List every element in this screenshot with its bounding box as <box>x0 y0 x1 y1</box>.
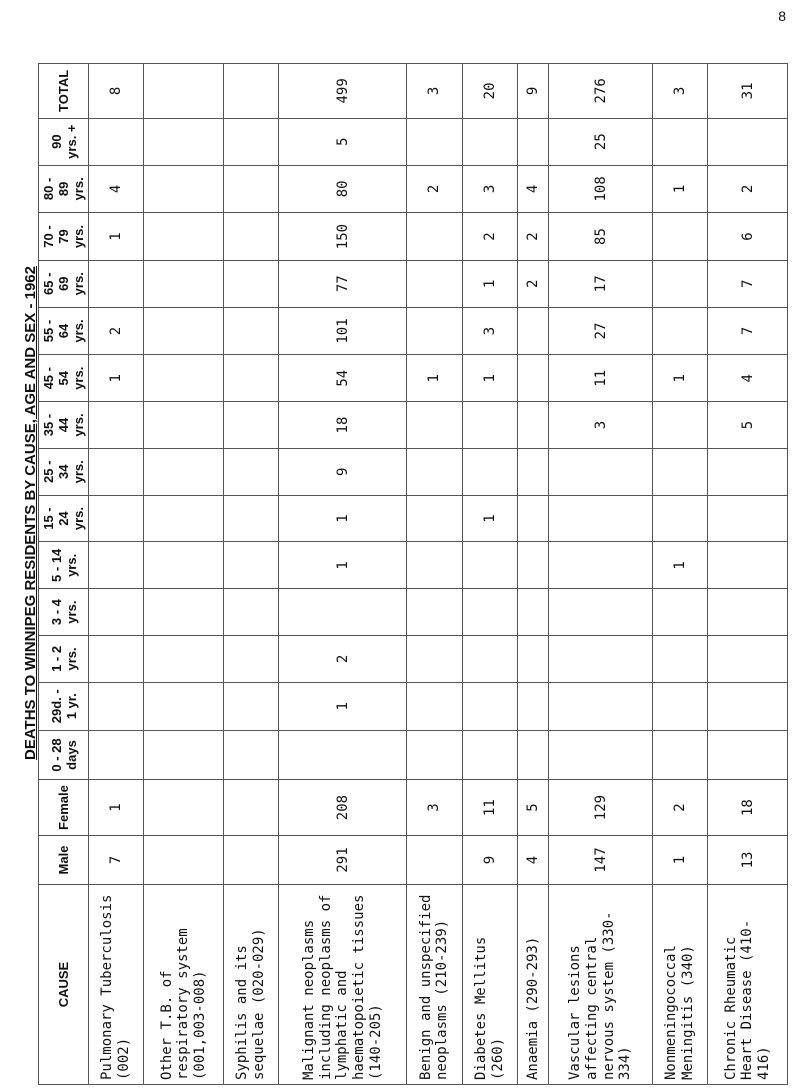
count-cell <box>223 682 278 730</box>
count-cell <box>144 355 224 402</box>
count-cell <box>652 118 707 165</box>
count-cell <box>407 495 462 542</box>
count-cell <box>652 495 707 542</box>
count-cell <box>407 402 462 449</box>
count-cell: 2 <box>462 213 517 261</box>
count-cell <box>462 542 517 589</box>
table-row <box>223 64 278 1085</box>
header-cell: 80 - 89 yrs. <box>39 165 89 213</box>
count-cell <box>518 402 549 449</box>
cause-cell: Benign and unspecified neoplasms (210-239) <box>407 885 462 1085</box>
count-cell <box>89 730 144 779</box>
count-cell <box>223 64 278 119</box>
header-cell: 15 - 24 yrs. <box>39 495 89 542</box>
count-cell <box>223 260 278 307</box>
count-cell: 80 <box>279 165 407 213</box>
count-cell: 31 <box>708 64 788 119</box>
count-cell: 129 <box>549 780 653 836</box>
count-cell: 3 <box>652 64 707 119</box>
count-cell <box>89 260 144 307</box>
count-cell: 18 <box>279 402 407 449</box>
count-cell <box>223 402 278 449</box>
cause-cell: Other T.B. of respiratory system (001,003-008) <box>144 885 224 1085</box>
count-cell <box>652 682 707 730</box>
header-cell: TOTAL <box>39 64 89 119</box>
count-cell <box>652 589 707 636</box>
count-cell <box>89 542 144 589</box>
count-cell <box>144 780 224 836</box>
count-cell <box>144 118 224 165</box>
count-cell <box>518 355 549 402</box>
count-cell: 9 <box>279 448 407 495</box>
table-row <box>407 64 462 1085</box>
count-cell: 3 <box>407 780 462 836</box>
count-cell <box>708 730 788 779</box>
count-cell: 17 <box>549 260 653 307</box>
count-cell: 18 <box>708 780 788 836</box>
rotated-table-container <box>38 63 788 1085</box>
count-cell <box>223 165 278 213</box>
count-cell: 2 <box>652 780 707 836</box>
cause-cell: Diabetes Mellitus (260) <box>462 885 517 1085</box>
count-cell: 25 <box>549 118 653 165</box>
count-cell <box>223 835 278 884</box>
header-row <box>39 64 89 1085</box>
count-cell: 9 <box>462 835 517 884</box>
table-row <box>652 64 707 1085</box>
count-cell: 4 <box>518 835 549 884</box>
count-cell <box>407 260 462 307</box>
count-cell <box>223 730 278 779</box>
cause-cell: Nonmeningococcal Meningitis (340) <box>652 885 707 1085</box>
page-number: 8 <box>778 8 786 24</box>
count-cell: 2 <box>407 165 462 213</box>
count-cell: 1 <box>89 780 144 836</box>
count-cell: 1 <box>652 165 707 213</box>
count-cell <box>549 636 653 683</box>
count-cell: 5 <box>708 402 788 449</box>
count-cell: 4 <box>89 165 144 213</box>
table-row <box>549 64 653 1085</box>
count-cell <box>708 682 788 730</box>
count-cell <box>462 682 517 730</box>
count-cell: 7 <box>708 260 788 307</box>
count-cell: 4 <box>518 165 549 213</box>
count-cell <box>518 118 549 165</box>
header-cell: 35 - 44 yrs. <box>39 402 89 449</box>
count-cell: 1 <box>652 355 707 402</box>
count-cell <box>652 402 707 449</box>
count-cell <box>518 682 549 730</box>
count-cell <box>144 589 224 636</box>
count-cell <box>407 589 462 636</box>
count-cell: 11 <box>462 780 517 836</box>
count-cell <box>144 835 224 884</box>
table-body <box>89 64 788 1085</box>
count-cell: 2 <box>708 165 788 213</box>
count-cell <box>223 448 278 495</box>
count-cell: 1 <box>407 355 462 402</box>
count-cell: 7 <box>708 307 788 355</box>
count-cell <box>708 589 788 636</box>
header-cell: 45 - 54 yrs. <box>39 355 89 402</box>
header-cell: 3 - 4 yrs. <box>39 589 89 636</box>
count-cell: 499 <box>279 64 407 119</box>
count-cell <box>462 636 517 683</box>
header-cell: 5 - 14 yrs. <box>39 542 89 589</box>
table-row <box>279 64 407 1085</box>
count-cell <box>652 307 707 355</box>
count-cell <box>144 260 224 307</box>
header-cell: 55 - 64 yrs. <box>39 307 89 355</box>
header-cell: Female <box>39 780 89 836</box>
count-cell <box>223 307 278 355</box>
count-cell <box>279 589 407 636</box>
header-cell: CAUSE <box>39 885 89 1085</box>
count-cell <box>407 636 462 683</box>
count-cell <box>89 589 144 636</box>
count-cell <box>518 307 549 355</box>
count-cell <box>223 495 278 542</box>
table-row <box>462 64 517 1085</box>
count-cell <box>144 213 224 261</box>
count-cell <box>89 118 144 165</box>
count-cell <box>518 636 549 683</box>
count-cell: 5 <box>518 780 549 836</box>
count-cell: 2 <box>518 213 549 261</box>
count-cell: 20 <box>462 64 517 119</box>
count-cell: 7 <box>89 835 144 884</box>
table-row <box>708 64 788 1085</box>
count-cell: 6 <box>708 213 788 261</box>
count-cell <box>708 118 788 165</box>
count-cell: 2 <box>89 307 144 355</box>
count-cell: 3 <box>462 165 517 213</box>
count-cell <box>144 402 224 449</box>
count-cell: 85 <box>549 213 653 261</box>
count-cell <box>549 589 653 636</box>
deaths-table <box>38 63 788 1085</box>
count-cell: 1 <box>279 495 407 542</box>
count-cell: 208 <box>279 780 407 836</box>
count-cell: 147 <box>549 835 653 884</box>
count-cell <box>89 448 144 495</box>
count-cell <box>549 495 653 542</box>
count-cell: 3 <box>462 307 517 355</box>
count-cell: 1 <box>462 355 517 402</box>
count-cell <box>223 636 278 683</box>
count-cell <box>549 730 653 779</box>
count-cell <box>223 589 278 636</box>
count-cell: 1 <box>89 355 144 402</box>
count-cell <box>223 542 278 589</box>
count-cell <box>407 448 462 495</box>
count-cell <box>144 165 224 213</box>
count-cell <box>549 448 653 495</box>
count-cell: 2 <box>279 636 407 683</box>
cause-cell: Syphilis and its sequelae (020-029) <box>223 885 278 1085</box>
count-cell: 11 <box>549 355 653 402</box>
count-cell <box>144 682 224 730</box>
count-cell <box>518 495 549 542</box>
count-cell: 9 <box>518 64 549 119</box>
count-cell <box>89 636 144 683</box>
count-cell <box>144 64 224 119</box>
count-cell: 276 <box>549 64 653 119</box>
header-cell: 25 - 34 yrs. <box>39 448 89 495</box>
header-cell: 90 yrs. + <box>39 118 89 165</box>
count-cell: 101 <box>279 307 407 355</box>
table-row <box>89 64 144 1085</box>
header-cell: 0 - 28 days <box>39 730 89 779</box>
count-cell <box>652 730 707 779</box>
count-cell: 1 <box>89 213 144 261</box>
count-cell <box>144 307 224 355</box>
count-cell: 3 <box>407 64 462 119</box>
count-cell: 1 <box>652 835 707 884</box>
count-cell <box>407 307 462 355</box>
count-cell <box>518 589 549 636</box>
count-cell <box>652 636 707 683</box>
count-cell: 5 <box>279 118 407 165</box>
count-cell <box>407 835 462 884</box>
count-cell: 1 <box>462 495 517 542</box>
header-cell: 70 - 79 yrs. <box>39 213 89 261</box>
count-cell: 54 <box>279 355 407 402</box>
count-cell <box>89 682 144 730</box>
count-cell <box>708 636 788 683</box>
header-cell: Male <box>39 835 89 884</box>
count-cell <box>223 780 278 836</box>
count-cell: 150 <box>279 213 407 261</box>
count-cell <box>462 118 517 165</box>
count-cell <box>462 402 517 449</box>
count-cell <box>549 542 653 589</box>
cause-cell: Vascular lesions affecting central nervous system (330-334) <box>549 885 653 1085</box>
cause-cell: Anaemia (290-293) <box>518 885 549 1085</box>
cause-cell: Pulmonary Tuberculosis (002) <box>89 885 144 1085</box>
count-cell <box>407 118 462 165</box>
count-cell <box>89 402 144 449</box>
count-cell: 3 <box>549 402 653 449</box>
count-cell <box>708 448 788 495</box>
count-cell <box>652 448 707 495</box>
count-cell: 108 <box>549 165 653 213</box>
header-cell: 65 - 69 yrs. <box>39 260 89 307</box>
table-row <box>518 64 549 1085</box>
count-cell <box>652 213 707 261</box>
count-cell <box>708 542 788 589</box>
count-cell: 13 <box>708 835 788 884</box>
count-cell: 1 <box>652 542 707 589</box>
count-cell <box>407 213 462 261</box>
count-cell: 1 <box>279 542 407 589</box>
count-cell: 8 <box>89 64 144 119</box>
count-cell <box>462 589 517 636</box>
count-cell: 2 <box>518 260 549 307</box>
header-cell: 1 - 2 yrs. <box>39 636 89 683</box>
count-cell <box>144 448 224 495</box>
count-cell <box>223 355 278 402</box>
count-cell <box>144 730 224 779</box>
count-cell <box>708 495 788 542</box>
count-cell <box>144 495 224 542</box>
count-cell <box>652 260 707 307</box>
count-cell <box>144 636 224 683</box>
count-cell: 291 <box>279 835 407 884</box>
count-cell <box>279 730 407 779</box>
header-cell: 29d. - 1 yr. <box>39 682 89 730</box>
count-cell: 1 <box>279 682 407 730</box>
count-cell: 27 <box>549 307 653 355</box>
count-cell <box>407 542 462 589</box>
cause-cell: Malignant neoplasms including neoplasms of lymphatic and haematopoietic tissues (140-205) <box>279 885 407 1085</box>
count-cell <box>462 730 517 779</box>
count-cell <box>223 118 278 165</box>
count-cell <box>549 682 653 730</box>
count-cell: 77 <box>279 260 407 307</box>
count-cell <box>518 542 549 589</box>
count-cell <box>144 542 224 589</box>
count-cell <box>518 448 549 495</box>
count-cell <box>89 495 144 542</box>
page-title: DEATHS TO WINNIPEG RESIDENTS BY CAUSE, AGE AND SEX - 1962 <box>22 266 39 760</box>
cause-cell: Chronic Rheumatic Heart Disease (410-416) <box>708 885 788 1085</box>
count-cell <box>407 682 462 730</box>
count-cell <box>462 448 517 495</box>
table-row <box>144 64 224 1085</box>
count-cell <box>518 730 549 779</box>
count-cell <box>223 213 278 261</box>
count-cell: 4 <box>708 355 788 402</box>
count-cell: 1 <box>462 260 517 307</box>
count-cell <box>407 730 462 779</box>
